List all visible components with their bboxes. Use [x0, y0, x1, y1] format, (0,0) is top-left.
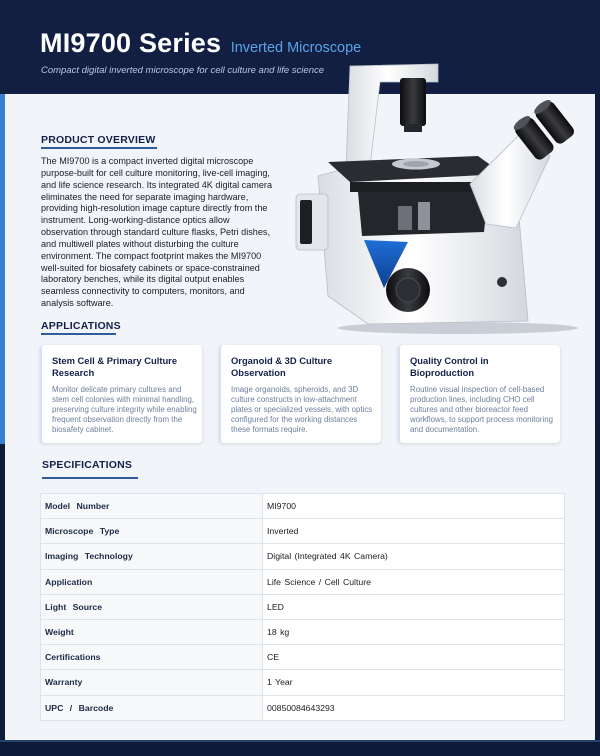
- spec-label: Weight: [41, 619, 263, 644]
- spec-table-body: [41, 494, 565, 721]
- applications-heading-text: APPLICATIONS: [41, 320, 121, 332]
- fine-knob: [497, 277, 507, 287]
- spec-row: [41, 544, 565, 569]
- spec-row: [41, 594, 565, 619]
- spec-row: [41, 670, 565, 695]
- spec-label: Certifications: [41, 645, 263, 670]
- application-card: [40, 345, 202, 443]
- focus-knob-inner: [396, 278, 420, 302]
- card-title: Stem Cell & Primary Culture Research: [52, 355, 178, 378]
- overview-heading: [41, 134, 155, 146]
- spec-label: Microscope Type: [41, 519, 263, 544]
- spec-label: UPC / Barcode: [41, 695, 263, 720]
- spec-value: CE: [263, 645, 565, 670]
- spec-row: [41, 645, 565, 670]
- product-title: MI9700 Series: [40, 28, 222, 58]
- spec-value: Life Science / Cell Culture: [263, 569, 565, 594]
- spec-row: [41, 519, 565, 544]
- application-card: [398, 345, 560, 443]
- spec-row: [41, 569, 565, 594]
- card-text: Image organoids, spheroids, and 3D culture constructs in low-attachment plates or specialized vessels, with optics configured for the working distances these formats require.: [231, 385, 373, 434]
- specifications-heading: [42, 459, 132, 471]
- overview-paragraph: The MI9700 is a compact inverted digital microscope purpose-built for cell culture monitoring, live-cell imaging, and life science research. Its integrated 4K digital camera eliminates the need for separate imaging hardware, providing high-resolution image capture directly from the instrument. Long-working-distance optics allow observation through standard culture flasks, Petri dishes, and multiwell plates without disturbing the culture environment. The compact footprint makes the MI9700 well-suited for biosafety cabinets or space-constrained laboratory benches, while its digital output enables seamless connectivity to computers, monitors, and analysis software.: [41, 156, 273, 309]
- overview-underline: [41, 147, 157, 149]
- specifications-underline: [42, 477, 138, 479]
- application-card: [219, 345, 381, 443]
- title-row: [40, 28, 361, 59]
- scope-condenser: [400, 78, 426, 126]
- spec-value: Digital (Integrated 4K Camera): [263, 544, 565, 569]
- microscope-image: [288, 56, 594, 336]
- product-subtitle: Inverted Microscope: [230, 40, 362, 56]
- left-accent-bar: [0, 94, 5, 444]
- lamp-panel: [300, 200, 312, 244]
- spec-row: [41, 494, 565, 519]
- applications-heading: [41, 320, 121, 332]
- card-title: Organoid & 3D Culture Observation: [231, 355, 333, 378]
- card-text: Routine visual inspection of cell-based production lines, including CHO cell cultures and other bioreactor feed workflows, to support process monitoring and documentation.: [410, 385, 553, 434]
- spec-label: Light Source: [41, 594, 263, 619]
- spec-label: Warranty: [41, 670, 263, 695]
- card-text: Monitor delicate primary cultures and stem cell colonies with minimal handling, preserving culture integrity while enabling frequent observation directly from the biosafety cabinet.: [52, 385, 197, 434]
- spec-row: [41, 695, 565, 720]
- spec-value: LED: [263, 594, 565, 619]
- spec-label: Application: [41, 569, 263, 594]
- spec-value: 18 kg: [263, 619, 565, 644]
- applications-underline: [41, 333, 116, 335]
- spec-value: 00850084643293: [263, 695, 565, 720]
- footer-band: [0, 742, 600, 756]
- spec-value: 1 Year: [263, 670, 565, 695]
- scope-condenser-lens: [404, 124, 422, 132]
- overview-heading-text: PRODUCT OVERVIEW: [41, 134, 156, 146]
- objective-lens: [398, 206, 412, 230]
- specifications-heading-text: SPECIFICATIONS: [42, 459, 133, 471]
- tagline: Compact digital inverted microscope for cell culture and life science: [41, 65, 325, 76]
- right-accent-bar: [595, 94, 600, 424]
- spec-row: [41, 619, 565, 644]
- stage-hole: [403, 161, 429, 167]
- spec-label: Model Number: [41, 494, 263, 519]
- spec-label: Imaging Technology: [41, 544, 263, 569]
- spec-table: [40, 493, 565, 721]
- card-title: Quality Control in Bioproduction: [410, 355, 489, 378]
- objective-lens: [418, 202, 430, 230]
- spec-value: Inverted: [263, 519, 565, 544]
- spec-value: MI9700: [263, 494, 565, 519]
